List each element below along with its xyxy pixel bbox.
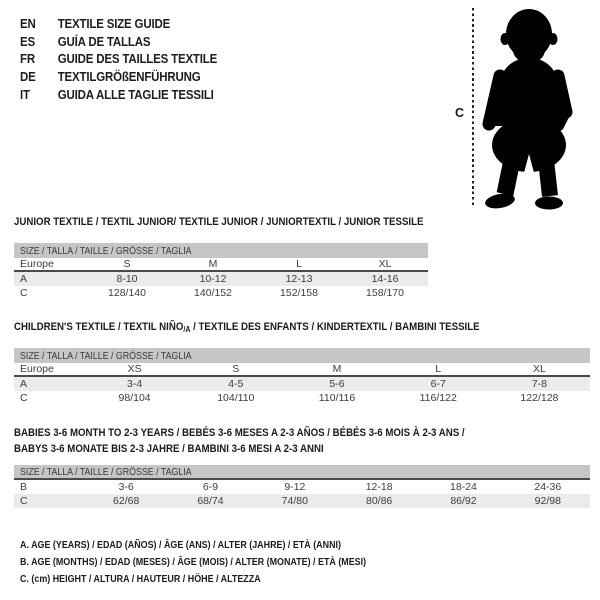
row-label: B <box>20 481 28 493</box>
column-header-europe: Europe <box>20 363 54 375</box>
cell-value: 10-12 <box>199 273 227 285</box>
cell-value: 12-18 <box>365 481 393 493</box>
language-title: TEXTILE SIZE GUIDE <box>57 16 171 31</box>
footnotes <box>20 537 427 588</box>
column-header-europe: Europe <box>20 258 54 270</box>
cell-value: 3-6 <box>118 481 134 493</box>
cell-value: 98/104 <box>118 392 151 404</box>
language-row-it <box>20 86 217 104</box>
column-header-row <box>14 363 590 377</box>
table-row-a <box>14 272 428 286</box>
table-children-title: CHILDREN'S TEXTILE / TEXTIL $NIÑO_{/A}$ / TEXTILE DES ENFANTS / KINDERTEXTIL / BAMBINI TESSILE <box>14 321 480 334</box>
size-header-bar: SIZE / TALLA / TAILLE / GRÖSSE / TAGLIA <box>14 465 590 480</box>
cell-value: 86/92 <box>450 495 477 507</box>
language-title: GUIDE DES TAILLES TEXTILE <box>57 52 218 67</box>
language-row-es <box>20 33 217 51</box>
column-header-size: XL <box>378 258 392 270</box>
cell-value: 9-12 <box>284 481 306 493</box>
height-dashed-line <box>472 8 474 207</box>
column-header-size: S <box>232 363 240 375</box>
footnote-b: B. AGE (MONTHS) / EDAD (MESES) / ÂGE (MOIS) / ALTER (MONATE) / ETÀ (MESI) <box>20 556 367 568</box>
column-header-size: XS <box>127 363 142 375</box>
column-header-size: M <box>332 363 342 375</box>
language-code: IT <box>20 87 30 102</box>
language-title: TEXTILGRÖßENFÜHRUNG <box>57 69 201 84</box>
table-row-c <box>14 286 428 300</box>
row-label: A <box>20 378 28 390</box>
row-label: C <box>20 392 28 404</box>
baby-silhouette-icon <box>479 8 579 210</box>
table-junior-title: JUNIOR TEXTILE / TEXTIL JUNIOR/ TEXTILE JUNIOR / JUNIORTEXTIL / JUNIOR TESSILE <box>14 216 424 228</box>
table-row-a <box>14 377 590 391</box>
cell-value: 122/128 <box>520 392 559 404</box>
size-header-bar: SIZE / TALLA / TAILLE / GRÖSSE / TAGLIA <box>14 243 428 258</box>
cell-value: 68/74 <box>197 495 224 507</box>
column-header-size: L <box>435 363 442 375</box>
language-row-en <box>20 15 217 33</box>
table-junior <box>14 216 428 300</box>
table-babies-title-line1: BABIES 3-6 MONTH TO 2-3 YEARS / BEBÉS 3-6 MESES A 2-3 AÑOS / BÉBÉS 3-6 MOIS À 2-3 ANS / <box>14 427 465 439</box>
cell-value: 3-4 <box>127 378 143 390</box>
footnote-a: A. AGE (YEARS) / EDAD (AÑOS) / ÂGE (ANS) / ALTER (JAHRE) / ETÀ (ANNI) <box>20 539 341 551</box>
column-header-size: M <box>208 258 218 270</box>
column-header-row <box>14 258 428 272</box>
table-babies <box>14 425 590 508</box>
cell-value: 158/170 <box>366 287 404 299</box>
cell-value: 5-6 <box>329 378 345 390</box>
cell-value: 62/68 <box>113 495 140 507</box>
cell-value: 110/116 <box>318 392 356 404</box>
language-code: FR <box>20 52 35 67</box>
column-header-size: L <box>296 258 302 270</box>
footnote-c: C. (cm) HEIGHT / ALTURA / HAUTEUR / HÖHE / ALTEZZA <box>20 573 261 585</box>
language-code: DE <box>20 69 36 84</box>
cell-value: 24-36 <box>534 481 562 493</box>
table-row-c <box>14 391 590 405</box>
column-header-size: XL <box>532 363 546 375</box>
table-babies-title <box>14 425 590 457</box>
cell-value: 18-24 <box>450 481 477 493</box>
language-row-de <box>20 68 217 86</box>
cell-value: 140/152 <box>194 287 232 299</box>
cell-value: 104/110 <box>217 392 255 404</box>
table-children <box>14 321 590 405</box>
cell-value: 152/158 <box>280 287 318 299</box>
cell-value: 12-13 <box>285 273 313 285</box>
language-title: GUÍA DE TALLAS <box>57 34 151 49</box>
table-babies-title-line2: BABYS 3-6 MONATE BIS 2-3 JAHRE / BAMBINI 3-6 MESI A 2-3 ANNI <box>14 443 324 455</box>
row-label: C <box>20 495 28 507</box>
cell-value: 14-16 <box>371 273 399 285</box>
column-header-size: S <box>123 258 131 270</box>
cell-value: 74/80 <box>281 495 308 507</box>
cell-value: 92/98 <box>534 495 561 507</box>
table-row-c <box>14 494 590 508</box>
cell-value: 116/122 <box>419 392 457 404</box>
language-header <box>20 15 234 103</box>
row-label: A <box>20 273 28 285</box>
table-row-b <box>14 480 590 494</box>
cell-value: 7-8 <box>531 378 547 390</box>
cell-value: 80/86 <box>366 495 393 507</box>
row-label: C <box>20 287 28 299</box>
cell-value: 8-10 <box>116 273 138 285</box>
cell-value: 6-7 <box>430 378 446 390</box>
cell-value: 128/140 <box>108 287 146 299</box>
language-row-fr <box>20 50 217 68</box>
size-header-bar: SIZE / TALLA / TAILLE / GRÖSSE / TAGLIA <box>14 348 590 363</box>
cell-value: 6-9 <box>202 481 219 493</box>
language-code: EN <box>20 16 36 31</box>
language-title: GUIDA ALLE TAGLIE TESSILI <box>57 87 214 102</box>
cell-value: 4-5 <box>228 378 244 390</box>
height-measure-label: C <box>455 106 465 120</box>
language-code: ES <box>20 34 35 49</box>
